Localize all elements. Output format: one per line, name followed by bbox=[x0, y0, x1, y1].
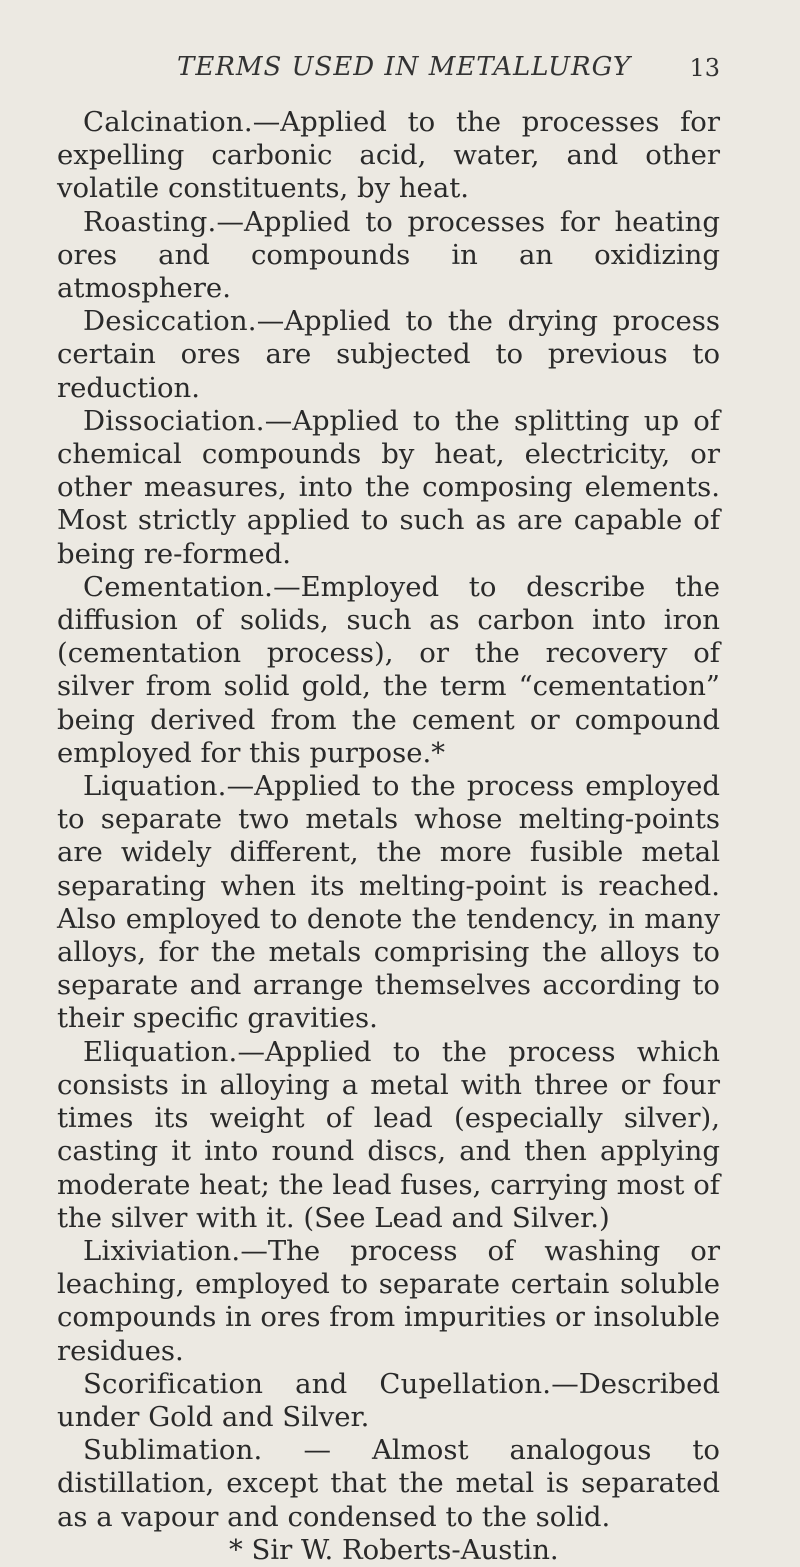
entry-term: Lixiviation. bbox=[83, 1234, 241, 1267]
glossary-entry bbox=[57, 1434, 720, 1534]
entry-definition: —Applied to processes for heating ores and compounds in an oxidizing atmosphere. bbox=[57, 205, 720, 305]
glossary-entry bbox=[57, 1036, 720, 1235]
entry-term: Sublimation. bbox=[83, 1434, 263, 1467]
entry-term: Eliquation. bbox=[83, 1035, 238, 1068]
entry-term: Cementation. bbox=[83, 570, 274, 603]
page-number: 13 bbox=[689, 54, 720, 82]
entry-term: Calcination. bbox=[83, 106, 253, 138]
glossary-entry bbox=[57, 770, 720, 1036]
entry-term: Liquation. bbox=[83, 770, 227, 803]
footnote: * Sir W. Roberts-Austin. bbox=[229, 1533, 559, 1566]
entry-definition: —Applied to the process which consists in alloying a metal with three or four times its weight of lead (especially silver), casting it into round discs, and then applying moderate heat; the lead fuses, carrying most of the silver with it. (See Lead and Silver.) bbox=[57, 1035, 720, 1234]
entry-term: Desiccation. bbox=[83, 305, 257, 338]
glossary-entry bbox=[57, 405, 720, 571]
entry-definition: —Applied to the process employed to separate two metals whose melting-points are widely different, the more fusible metal separating when its melting-point is reached. Also employed to denote the tendency, in many alloys, for the metals comprising the alloys to separate and arrange themselves according to their specific gravities. bbox=[57, 770, 720, 1035]
entry-term: Roasting. bbox=[83, 205, 217, 238]
running-head bbox=[57, 52, 720, 98]
glossary-entry bbox=[57, 1235, 720, 1368]
glossary-entry bbox=[57, 106, 720, 206]
glossary-entry bbox=[57, 571, 720, 770]
glossary-entry bbox=[57, 1368, 720, 1434]
entry-definition: —Described under Gold and Silver. bbox=[57, 1367, 720, 1433]
entry-term: Dissociation. bbox=[83, 404, 265, 437]
entry-definition: —Applied to the processes for expelling carbonic acid, water, and other volatile constituents, by heat. bbox=[57, 106, 720, 205]
glossary-entry bbox=[57, 305, 720, 405]
entry-definition: —The process of washing or leaching, employed to separate certain soluble compounds in ores from impurities or insoluble residues. bbox=[57, 1234, 720, 1367]
running-title: TERMS USED IN METALLURGY bbox=[177, 52, 632, 82]
entry-term: Scorification and Cupellation. bbox=[83, 1367, 552, 1400]
entry-definition: — Almost analogous to distillation, except that the metal is separated as a vapour and condensed to the solid. bbox=[57, 1434, 720, 1533]
glossary-entry bbox=[57, 206, 720, 306]
entry-definition: —Employed to describe the diffusion of solids, such as carbon into iron (cementation process), or the recovery of silver from solid gold, the term “cementation” being derived from the cement or compound employed for this purpose.* bbox=[57, 570, 720, 769]
glossary-entries bbox=[57, 106, 720, 1534]
entry-definition: —Applied to the drying process certain ores are subjected to previous to reduction. bbox=[57, 305, 720, 404]
entry-definition: —Applied to the splitting up of chemical compounds by heat, electricity, or other measures, into the composing elements. Most strictly applied to such as are capable of being re-formed. bbox=[57, 404, 720, 570]
